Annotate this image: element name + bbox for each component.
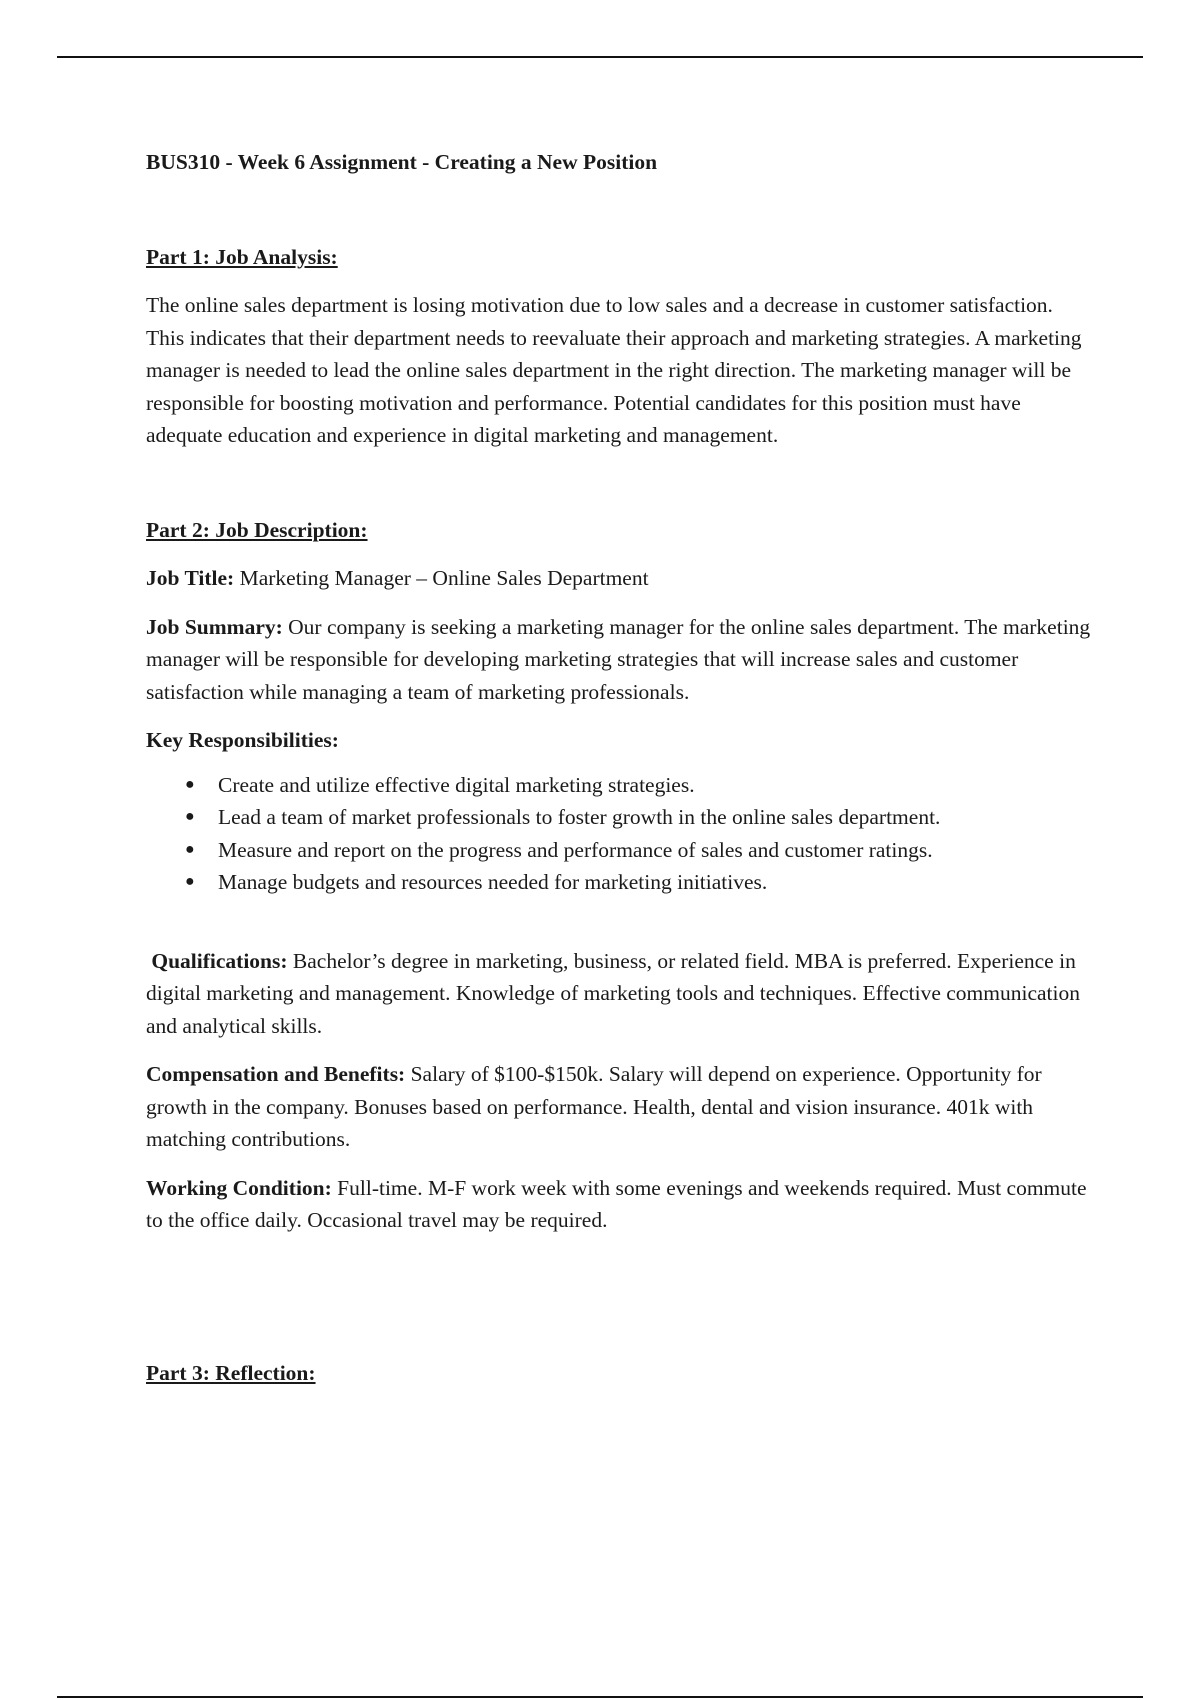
bullet-icon: ● — [185, 808, 195, 825]
qualifications-label: Qualifications: — [151, 948, 288, 973]
part1-heading: Part 1: Job Analysis: — [146, 244, 338, 269]
bullet-icon: ● — [185, 840, 195, 858]
list-item — [146, 801, 1096, 834]
qualifications-value: Bachelor’s degree in marketing, business, or related field. MBA is preferred. Experience in digital marketing and management. Knowledge of marketing tools and techniques. Effective communication and analytical skills. — [146, 948, 1080, 1038]
key-responsibilities-label: Key Responsibilities: — [146, 728, 339, 752]
job-title-paragraph — [146, 562, 1096, 595]
list-item — [146, 834, 1096, 867]
list-item — [146, 769, 1096, 802]
part2-heading: Part 2: Job Description: — [146, 517, 368, 542]
bullet-icon: ● — [185, 775, 195, 793]
responsibilities-list — [146, 769, 1096, 899]
document-body — [146, 146, 1096, 1389]
list-item-text: Measure and report on the progress and performance of sales and customer ratings. — [218, 837, 933, 862]
job-title-value: Marketing Manager – Online Sales Department — [234, 566, 649, 590]
job-summary-label: Job Summary: — [146, 614, 283, 639]
qualifications-paragraph — [146, 945, 1096, 1043]
compensation-value: Salary of $100-$150k. Salary will depend on experience. Opportunity for growth in the company. Bonuses based on performance. Health, dental and vision insurance. 401k with matching contributions. — [146, 1062, 1042, 1151]
working-condition-label: Working Condition: — [146, 1175, 332, 1200]
compensation-paragraph — [146, 1058, 1096, 1156]
job-title-label: Job Title: — [146, 566, 235, 590]
document-title: BUS310 - Week 6 Assignment - Creating a New Position — [146, 150, 658, 174]
list-item-text: Lead a team of market professionals to foster growth in the online sales department. — [218, 805, 941, 829]
list-item — [146, 866, 1096, 899]
bullet-icon: ● — [185, 873, 195, 890]
job-summary-value: Our company is seeking a marketing manager for the online sales department. The marketing manager will be responsible for developing marketing strategies that will increase sales and customer satisfaction while managing a team of marketing professionals. — [146, 614, 1091, 704]
job-summary-paragraph — [146, 611, 1096, 709]
working-condition-value: Full-time. M-F work week with some evenings and weekends required. Must commute to the office daily. Occasional travel may be required. — [146, 1175, 1087, 1232]
list-item-text: Create and utilize effective digital marketing strategies. — [218, 772, 695, 797]
working-condition-paragraph — [146, 1172, 1096, 1237]
compensation-label: Compensation and Benefits: — [146, 1062, 406, 1086]
top-divider — [57, 56, 1143, 58]
bottom-divider — [57, 1696, 1143, 1698]
part3-heading: Part 3: Reflection: — [146, 1360, 316, 1385]
part1-body: The online sales department is losing motivation due to low sales and a decrease in customer satisfaction. This indicates that their department needs to reevaluate their approach and marketing strategies. A marketing manager is needed to lead the online sales department in the right direction. The marketing manager will be responsible for boosting motivation and performance. Potential candidates for this position must have adequate education and experience in digital marketing and management. — [146, 293, 1082, 447]
list-item-text: Manage budgets and resources needed for marketing initiatives. — [218, 870, 768, 894]
